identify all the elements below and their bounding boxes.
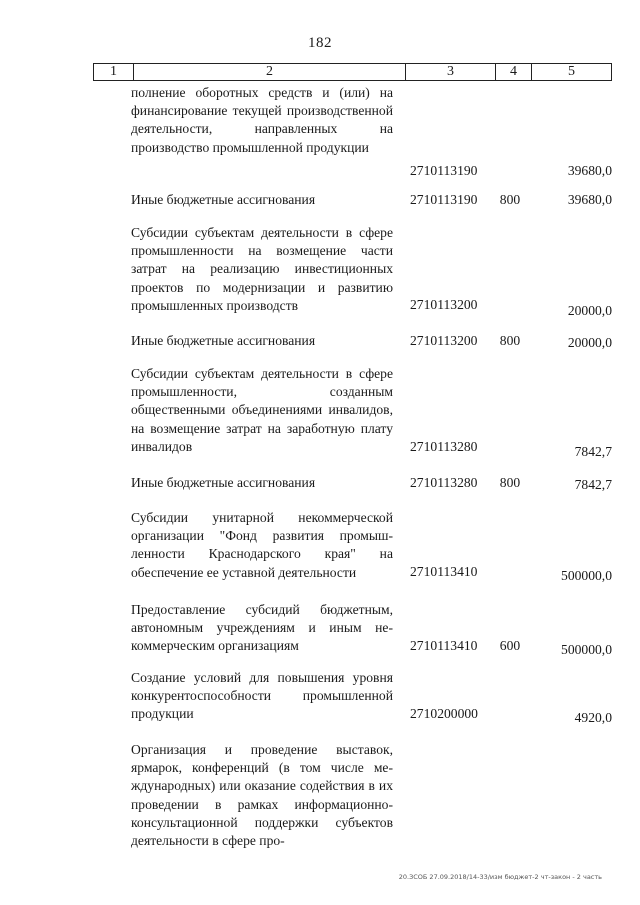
page-number: 182 [308, 35, 332, 51]
row-amount: 39680,0 [567, 163, 612, 178]
column-header-1: 1 [94, 64, 134, 80]
row-code: 2710113200 [410, 333, 478, 348]
row-code: 2710113190 [410, 192, 478, 207]
row-code: 2710113410 [410, 638, 478, 653]
column-header-4: 4 [496, 64, 532, 80]
row-code: 2710113280 [410, 439, 478, 454]
row-name: Организация и проведение выставок, ярмарок, конференций (в том числе международных) или оказание содействия в их проведении в рамках информационно-консультационной поддержки субъектов деятельности в сфере про- [131, 742, 393, 849]
row-amount: 7842,7 [574, 477, 612, 492]
row-name: Иные бюджетные ассигнования [131, 333, 316, 348]
row-code: 2710113200 [410, 297, 478, 312]
row-code: 2710113190 [410, 163, 478, 178]
row-name: полнение оборотных средств и (или) на финансирование текущей производственной деятельности, направленных на производство промышленной продукции [131, 85, 393, 155]
row-amount: 4920,0 [574, 710, 612, 725]
row-kind: 600 [499, 638, 521, 653]
column-header-5: 5 [568, 64, 575, 79]
row-amount: 500000,0 [561, 568, 612, 583]
row-name: Создание условий для повышения уровня конкурентоспособности промышленной продукции [131, 670, 393, 722]
row-kind: 800 [499, 192, 521, 207]
column-header-2: 2 [134, 64, 406, 80]
column-header-3: 3 [406, 64, 496, 80]
row-amount: 500000,0 [561, 642, 612, 657]
row-code: 2710113410 [410, 564, 478, 579]
row-amount: 7842,7 [574, 444, 612, 459]
row-amount: 20000,0 [567, 303, 612, 318]
row-code: 2710113280 [410, 475, 478, 490]
row-name: Субсидии субъектам деятельности в сфере промышленности на возмещение части затрат на реализацию инвестиционных проектов по модернизации и развитию промышленных производств [131, 225, 393, 313]
row-amount: 20000,0 [567, 335, 612, 350]
row-kind: 800 [499, 333, 521, 348]
row-name: Иные бюджетные ассигнования [131, 475, 316, 490]
row-amount: 39680,0 [567, 192, 612, 207]
row-kind: 800 [499, 475, 521, 490]
row-name: Предоставление субсидий бюджетным, автономным учреждениям и иным некоммерческим организациям [131, 602, 393, 654]
row-code: 2710200000 [410, 706, 478, 721]
document-footer-stamp: 20.ЗСОБ 27.09.2018/14-33/изм бюджет-2 чт-закон - 2 часть [398, 873, 602, 881]
row-name: Иные бюджетные ассигнования [131, 192, 316, 207]
row-name: Субсидии субъектам деятельности в сфере промышленности, созданным общественными объединениями инвалидов, на возмещение затрат на заработную плату инвалидов [131, 366, 393, 454]
row-name: Субсидии унитарной некоммерческой организации "Фонд развития промышленности Краснодарского края" на обеспечение ее уставной деятельности [131, 510, 393, 580]
